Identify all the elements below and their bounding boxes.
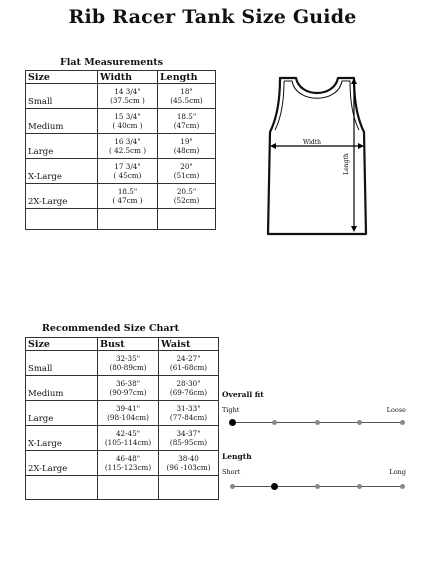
scale-marker — [357, 420, 362, 425]
table-row — [26, 451, 219, 476]
table-row — [26, 109, 216, 134]
table-row — [26, 184, 216, 209]
size-cell: 2X-Large — [26, 184, 98, 209]
scale-marker-selected — [229, 419, 236, 426]
width-label: Width — [302, 139, 322, 146]
recommended-size-table — [25, 337, 219, 500]
bust-cell: 39-41" (98-104cm) — [98, 401, 159, 426]
table-row-empty — [26, 476, 219, 500]
flat-measurements-title: Flat Measurements — [60, 57, 163, 68]
waist-cell: 34-37" (85-95cm) — [159, 426, 219, 451]
length-label: Length — [343, 153, 350, 175]
tank-inner-binding — [284, 81, 359, 130]
table-row — [26, 401, 219, 426]
overall-fit-title: Overall fit — [222, 390, 264, 399]
length-cell: 20.5" (52cm) — [158, 184, 216, 209]
table-row — [26, 159, 216, 184]
scale-marker — [272, 420, 277, 425]
size-cell: Small — [26, 351, 98, 376]
header-size: Size — [26, 338, 98, 351]
table-header-row — [26, 71, 216, 84]
size-cell: 2X-Large — [26, 451, 98, 476]
tank-top-diagram — [260, 72, 372, 240]
width-cell: 18.5" ( 47cm ) — [98, 184, 158, 209]
length-left-label: Short — [222, 468, 241, 476]
header-width: Width — [98, 71, 158, 84]
table-row — [26, 426, 219, 451]
table-row-empty — [26, 209, 216, 230]
size-cell: Medium — [26, 109, 98, 134]
overall-fit-scale — [220, 390, 420, 430]
size-cell: Small — [26, 84, 98, 109]
size-cell: X-Large — [26, 426, 98, 451]
size-cell: Large — [26, 401, 98, 426]
scale-marker — [230, 484, 235, 489]
length-cell: 18" (45.5cm) — [158, 84, 216, 109]
width-cell: 14 3/4" (37.5cm ) — [98, 84, 158, 109]
header-length: Length — [158, 71, 216, 84]
scale-marker — [315, 420, 320, 425]
size-cell: Large — [26, 134, 98, 159]
table-row — [26, 84, 216, 109]
waist-cell: 38-40 (96 -103cm) — [159, 451, 219, 476]
header-waist: Waist — [159, 338, 219, 351]
header-size: Size — [26, 71, 98, 84]
waist-cell: 31-33" (77-84cm) — [159, 401, 219, 426]
width-cell: 15 3/4" ( 40cm ) — [98, 109, 158, 134]
waist-cell: 24-27" (61-68cm) — [159, 351, 219, 376]
length-right-label: Long — [389, 468, 406, 476]
width-cell: 17 3/4" ( 45cm) — [98, 159, 158, 184]
recommended-size-title: Recommended Size Chart — [42, 323, 179, 334]
scale-marker-selected — [271, 483, 278, 490]
table-row — [26, 134, 216, 159]
size-cell: X-Large — [26, 159, 98, 184]
size-cell: Medium — [26, 376, 98, 401]
width-arrow-left-head — [270, 143, 276, 149]
overall-fit-right-label: Loose — [386, 406, 406, 414]
table-row — [26, 351, 219, 376]
bust-cell: 36-38" (90-97cm) — [98, 376, 159, 401]
length-cell: 18.5" (47cm) — [158, 109, 216, 134]
table-header-row — [26, 338, 219, 351]
length-cell: 20" (51cm) — [158, 159, 216, 184]
length-title: Length — [222, 452, 252, 461]
header-bust: Bust — [98, 338, 159, 351]
bust-cell: 42-45" (105-114cm) — [98, 426, 159, 451]
waist-cell: 28-30" (69-76cm) — [159, 376, 219, 401]
flat-measurements-table — [25, 70, 216, 230]
scale-marker — [357, 484, 362, 489]
length-scale — [220, 452, 420, 492]
scale-marker — [315, 484, 320, 489]
scale-marker — [400, 484, 405, 489]
bust-cell: 32-35" (80-89cm) — [98, 351, 159, 376]
width-cell: 16 3/4" ( 42.5cm ) — [98, 134, 158, 159]
length-cell: 19" (48cm) — [158, 134, 216, 159]
bust-cell: 46-48" (115-123cm) — [98, 451, 159, 476]
page-title: Rib Racer Tank Size Guide — [68, 6, 357, 28]
overall-fit-left-label: Tight — [222, 406, 240, 414]
length-arrow-bottom-head — [351, 226, 357, 232]
scale-marker — [400, 420, 405, 425]
width-arrow-right-head — [358, 143, 364, 149]
table-row — [26, 376, 219, 401]
